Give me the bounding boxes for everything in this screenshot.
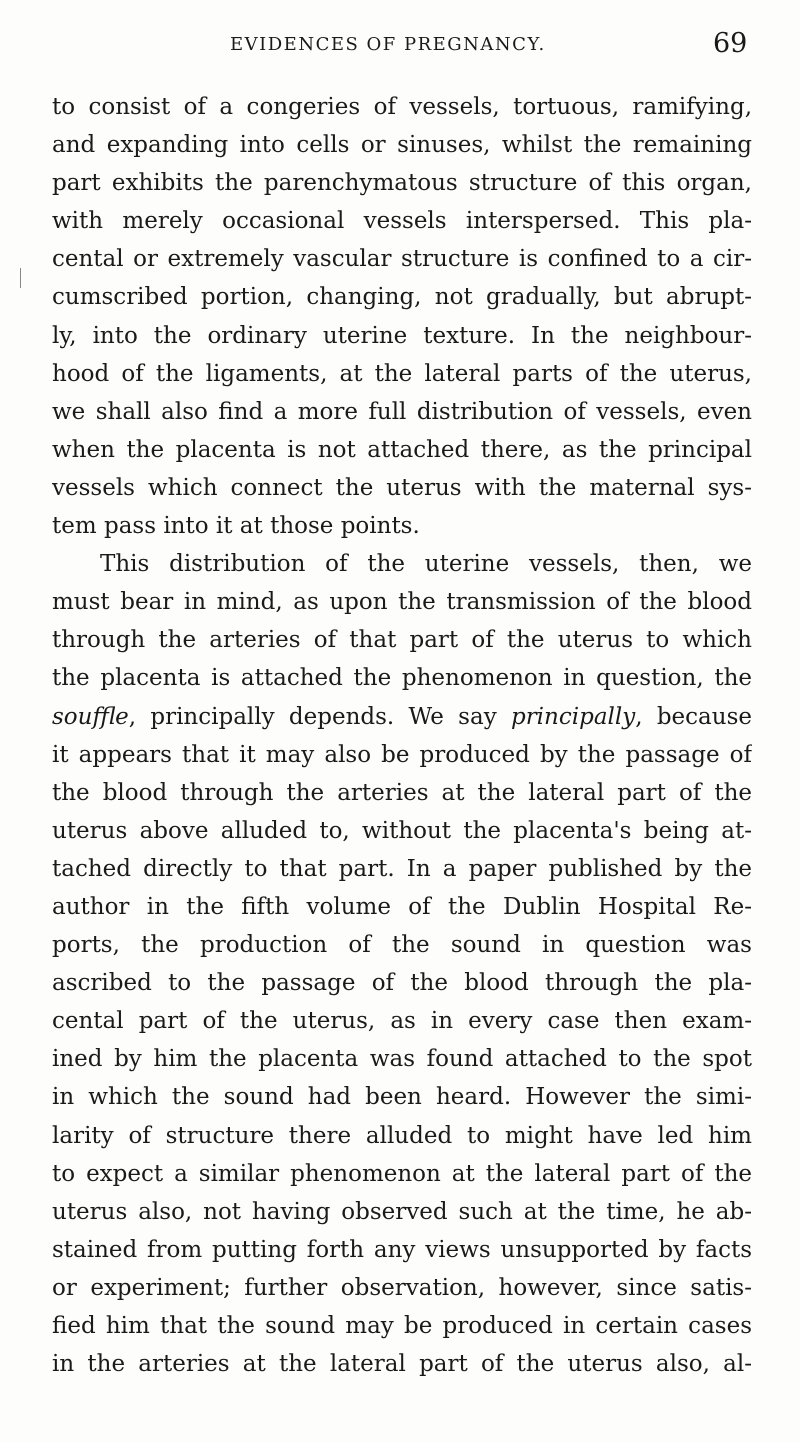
text-line: ascribed to the passage of the blood through the pla- bbox=[52, 970, 752, 997]
text-line: cental part of the uterus, as in every case then exam- bbox=[52, 1008, 752, 1035]
text-line: author in the fifth volume of the Dublin Hospital Re- bbox=[52, 893, 752, 920]
text-line: cumscribed portion, changing, not gradually, but abrupt- bbox=[52, 284, 752, 311]
text-line: in which the sound had been heard. However the simi- bbox=[52, 1084, 752, 1111]
text-line: ined by him the placenta was found attached to the spot bbox=[52, 1046, 752, 1073]
page-number: 69 bbox=[713, 28, 748, 59]
text-line: the placenta is attached the phenomenon in question, the bbox=[52, 665, 752, 692]
paragraph-start-line: This distribution of the uterine vessels, then, we bbox=[100, 551, 752, 578]
text-line: in the arteries at the lateral part of the uterus also, al- bbox=[52, 1351, 752, 1378]
text-line: part exhibits the parenchymatous structure of this organ, bbox=[52, 170, 752, 197]
body-text bbox=[52, 88, 752, 1383]
text-line: with merely occasional vessels interspersed. This pla- bbox=[52, 208, 752, 235]
text-line: tached directly to that part. In a paper published by the bbox=[52, 855, 752, 882]
text-line: ly, into the ordinary uterine texture. In the neighbour- bbox=[52, 322, 752, 349]
text-line: hood of the ligaments, at the lateral parts of the uterus, bbox=[52, 360, 752, 387]
text-segment: , principally depends. We say bbox=[128, 703, 511, 730]
text-line: vessels which connect the uterus with the maternal sys- bbox=[52, 474, 752, 501]
text-line: or experiment; further observation, however, since satis- bbox=[52, 1274, 752, 1301]
text-line: to consist of a congeries of vessels, tortuous, ramifying, bbox=[52, 94, 752, 120]
text-segment: , because bbox=[635, 703, 752, 730]
text-line: uterus also, not having observed such at the time, he ab- bbox=[52, 1198, 752, 1225]
text-line: it appears that it may also be produced by the passage of bbox=[52, 741, 752, 768]
text-line: uterus above alluded to, without the placenta's being at- bbox=[52, 817, 752, 844]
text-line: through the arteries of that part of the uterus to which bbox=[52, 627, 752, 654]
running-head bbox=[0, 28, 800, 68]
paragraph-end-line: tem pass into it at those points. bbox=[52, 513, 420, 540]
text-line: to expect a similar phenomenon at the lateral part of the bbox=[52, 1160, 752, 1187]
text-line: cental or extremely vascular structure is confined to a cir- bbox=[52, 246, 752, 273]
text-line: must bear in mind, as upon the transmission of the blood bbox=[52, 589, 752, 616]
text-line: larity of structure there alluded to might have led him bbox=[52, 1122, 752, 1149]
italic-term-principally: principally bbox=[510, 703, 636, 730]
italic-term-souffle: souffle bbox=[52, 703, 129, 730]
running-head-title: EVIDENCES OF PREGNANCY. bbox=[230, 34, 546, 55]
margin-mark bbox=[20, 268, 21, 288]
text-line: ports, the production of the sound in question was bbox=[52, 932, 752, 959]
text-line: stained from putting forth any views unsupported by facts bbox=[52, 1236, 752, 1263]
text-line: we shall also find a more full distribution of vessels, even bbox=[52, 398, 752, 425]
text-line: when the placenta is not attached there, as the principal bbox=[52, 436, 752, 463]
text-line: the blood through the arteries at the lateral part of the bbox=[52, 779, 752, 806]
text-line-with-italics bbox=[52, 698, 752, 736]
text-line: and expanding into cells or sinuses, whilst the remaining bbox=[52, 132, 752, 159]
text-line: fied him that the sound may be produced in certain cases bbox=[52, 1313, 752, 1339]
